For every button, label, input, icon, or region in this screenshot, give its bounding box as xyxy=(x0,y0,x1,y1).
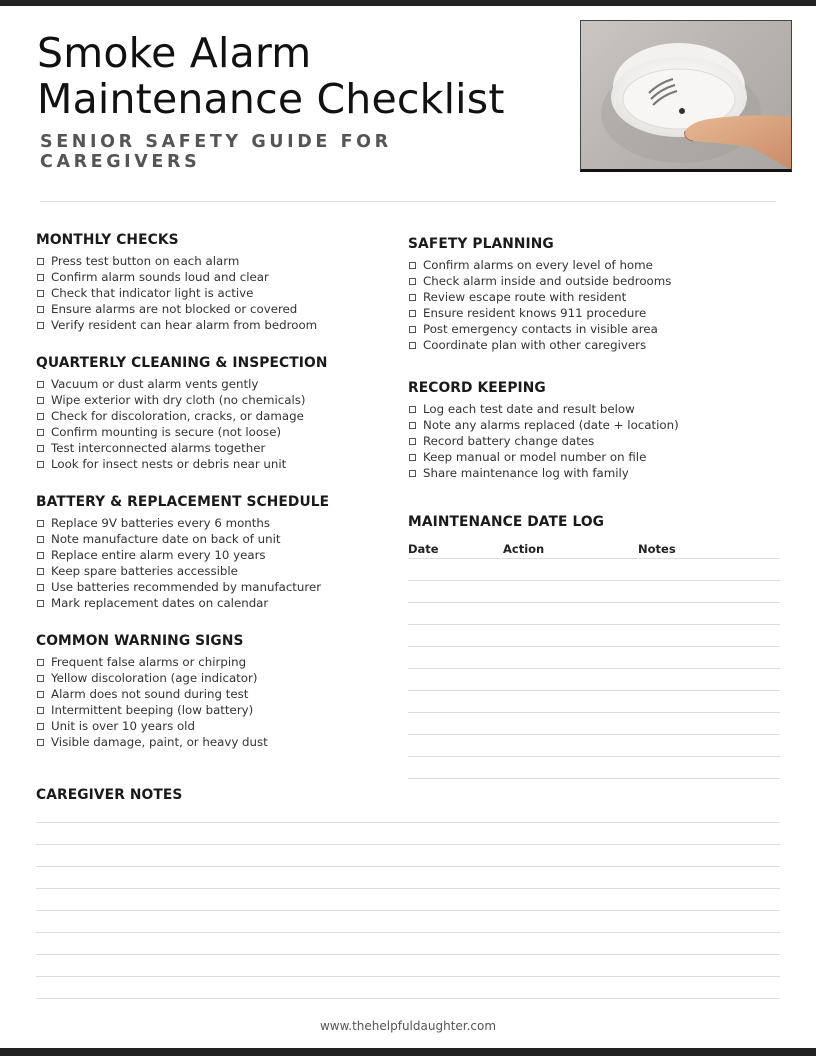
checkbox[interactable] xyxy=(37,552,44,559)
checklist-item-label: Unit is over 10 years old xyxy=(51,719,195,733)
date-log-line[interactable] xyxy=(408,690,780,691)
checklist-item-label: Confirm alarms on every level of home xyxy=(423,258,653,272)
checklist-item-label: Frequent false alarms or chirping xyxy=(51,655,247,669)
checklist-item[interactable] xyxy=(36,408,386,424)
checklist-item-label: Alarm does not sound during test xyxy=(51,687,249,701)
checkbox[interactable] xyxy=(37,322,44,329)
checkbox[interactable] xyxy=(37,520,44,527)
date-log-header-row xyxy=(408,542,780,558)
checkbox[interactable] xyxy=(37,659,44,666)
checklist-item-label: Replace entire alarm every 10 years xyxy=(51,548,266,562)
section-date-log xyxy=(408,513,788,535)
checklist-item[interactable] xyxy=(36,301,386,317)
checklist-item-label: Record battery change dates xyxy=(423,434,595,448)
checklist-item-label: Look for insect nests or debris near unit xyxy=(51,457,287,471)
checklist-item[interactable] xyxy=(408,289,788,305)
checkbox[interactable] xyxy=(409,454,416,461)
top-border-bar xyxy=(0,0,816,6)
checklist-item[interactable] xyxy=(36,718,386,734)
checklist-item[interactable] xyxy=(36,531,386,547)
checklist-item[interactable] xyxy=(408,305,788,321)
checklist-item-label: Note manufacture date on back of unit xyxy=(51,532,281,546)
section-caregiver-notes xyxy=(36,786,436,808)
checklist-item-label: Note any alarms replaced (date + location) xyxy=(423,418,679,432)
checklist-item-label: Visible damage, paint, or heavy dust xyxy=(51,735,268,749)
checkbox[interactable] xyxy=(409,470,416,477)
checkbox[interactable] xyxy=(37,381,44,388)
notes-line[interactable] xyxy=(36,976,780,977)
section-heading: QUARTERLY CLEANING & INSPECTION xyxy=(36,355,328,371)
checklist-item[interactable] xyxy=(408,257,788,273)
checklist-item[interactable] xyxy=(36,670,386,686)
checkbox[interactable] xyxy=(409,406,416,413)
date-log-line[interactable] xyxy=(408,756,780,757)
checklist-item[interactable] xyxy=(36,317,386,333)
checklist-item[interactable] xyxy=(408,465,788,481)
checklist-item[interactable] xyxy=(36,456,386,472)
smoke-detector-illustration xyxy=(581,21,792,171)
checkbox[interactable] xyxy=(409,422,416,429)
checklist-item-label: Keep spare batteries accessible xyxy=(51,564,238,578)
checklist-item-label: Check for discoloration, cracks, or damage xyxy=(51,409,304,423)
date-log-line[interactable] xyxy=(408,580,780,581)
date-log-column-notes: Notes xyxy=(638,542,676,556)
checklist-item[interactable] xyxy=(36,440,386,456)
checklist-item-label: Check that indicator light is active xyxy=(51,286,254,300)
checklist-item-label: Keep manual or model number on file xyxy=(423,450,647,464)
smoke-detector-photo-icon xyxy=(580,20,792,172)
section-heading: RECORD KEEPING xyxy=(408,380,546,396)
checklist-item[interactable] xyxy=(36,515,386,531)
checkbox[interactable] xyxy=(37,445,44,452)
checkbox[interactable] xyxy=(37,461,44,468)
checklist-item-label: Ensure alarms are not blocked or covered xyxy=(51,302,298,316)
checkbox[interactable] xyxy=(37,536,44,543)
checklist-item[interactable] xyxy=(36,563,386,579)
date-log-line[interactable] xyxy=(408,558,780,559)
checklist-item[interactable] xyxy=(408,433,788,449)
checkbox[interactable] xyxy=(37,691,44,698)
checklist-item[interactable] xyxy=(36,579,386,595)
checklist-item[interactable] xyxy=(36,376,386,392)
section-heading: MONTHLY CHECKS xyxy=(36,232,179,248)
checklist-item-label: Press test button on each alarm xyxy=(51,254,240,268)
checkbox[interactable] xyxy=(37,397,44,404)
checkbox[interactable] xyxy=(409,278,416,285)
date-log-line[interactable] xyxy=(408,712,780,713)
checkbox[interactable] xyxy=(37,600,44,607)
checklist-item-label: Use batteries recommended by manufacturer xyxy=(51,580,322,594)
checklist-item[interactable] xyxy=(36,734,386,750)
header-divider xyxy=(40,201,776,202)
checklist-item-label: Mark replacement dates on calendar xyxy=(51,596,269,610)
checkbox[interactable] xyxy=(409,294,416,301)
section-record-keeping xyxy=(408,379,788,481)
checkbox[interactable] xyxy=(409,262,416,269)
checklist-item-label: Share maintenance log with family xyxy=(423,466,629,480)
section-safety-planning xyxy=(408,235,788,353)
checklist-item[interactable] xyxy=(408,273,788,289)
checkbox[interactable] xyxy=(37,306,44,313)
checkbox[interactable] xyxy=(37,568,44,575)
checklist-item-label: Replace 9V batteries every 6 months xyxy=(51,516,271,530)
checklist-item[interactable] xyxy=(36,285,386,301)
checkbox[interactable] xyxy=(37,290,44,297)
checklist-item[interactable] xyxy=(36,269,386,285)
checklist-item[interactable] xyxy=(36,654,386,670)
checklist-item-label: Review escape route with resident xyxy=(423,290,627,304)
section-heading: BATTERY & REPLACEMENT SCHEDULE xyxy=(36,494,330,510)
bottom-border-bar xyxy=(0,1048,816,1056)
checkbox[interactable] xyxy=(409,342,416,349)
notes-line[interactable] xyxy=(36,844,780,845)
checklist-item[interactable] xyxy=(408,449,788,465)
checkbox[interactable] xyxy=(409,310,416,317)
section-monthly-checks xyxy=(36,231,386,333)
section-heading: COMMON WARNING SIGNS xyxy=(36,633,244,649)
checklist-item-label: Vacuum or dust alarm vents gently xyxy=(51,377,259,391)
checklist-item-label: Intermittent beeping (low battery) xyxy=(51,703,254,717)
checklist-item[interactable] xyxy=(36,392,386,408)
checkbox[interactable] xyxy=(37,739,44,746)
checklist-item[interactable] xyxy=(36,595,386,611)
page-subtitle: SENIOR SAFETY GUIDE FOR CAREGIVERS xyxy=(40,132,392,172)
section-battery-replacement xyxy=(36,493,386,611)
checklist-item-label: Post emergency contacts in visible area xyxy=(423,322,658,336)
footer-url: www.thehelpfuldaughter.com xyxy=(319,1019,497,1033)
date-log-line[interactable] xyxy=(408,778,780,779)
notes-line[interactable] xyxy=(36,910,780,911)
page-title xyxy=(37,30,557,122)
notes-line[interactable] xyxy=(36,932,780,933)
checklist-item[interactable] xyxy=(408,401,788,417)
checklist-item-label: Confirm mounting is secure (not loose) xyxy=(51,425,282,439)
checklist-item[interactable] xyxy=(36,547,386,563)
checklist-item[interactable] xyxy=(36,702,386,718)
checklist-item[interactable] xyxy=(36,253,386,269)
checklist-item-label: Test interconnected alarms together xyxy=(51,441,266,455)
checklist-item[interactable] xyxy=(36,424,386,440)
checkbox[interactable] xyxy=(37,707,44,714)
date-log-column-action: Action xyxy=(503,542,545,556)
checklist-item-label: Coordinate plan with other caregivers xyxy=(423,338,647,352)
date-log-line[interactable] xyxy=(408,624,780,625)
date-log-line[interactable] xyxy=(408,602,780,603)
checklist-item[interactable] xyxy=(36,686,386,702)
checkbox[interactable] xyxy=(37,258,44,265)
checkbox[interactable] xyxy=(37,723,44,730)
date-log-line[interactable] xyxy=(408,734,780,735)
notes-line[interactable] xyxy=(36,954,780,955)
checklist-item[interactable] xyxy=(408,337,788,353)
checkbox[interactable] xyxy=(409,438,416,445)
checklist-item[interactable] xyxy=(408,321,788,337)
section-heading: MAINTENANCE DATE LOG xyxy=(408,514,605,530)
checkbox[interactable] xyxy=(37,413,44,420)
date-log-line[interactable] xyxy=(408,668,780,669)
checkbox[interactable] xyxy=(409,326,416,333)
notes-line[interactable] xyxy=(36,888,780,889)
checklist-item-label: Log each test date and result below xyxy=(423,402,635,416)
checkbox[interactable] xyxy=(37,675,44,682)
section-heading: CAREGIVER NOTES xyxy=(36,787,183,803)
section-heading: SAFETY PLANNING xyxy=(408,236,554,252)
checklist-item-label: Check alarm inside and outside bedrooms xyxy=(423,274,672,288)
notes-line[interactable] xyxy=(36,866,780,867)
checklist-item-label: Yellow discoloration (age indicator) xyxy=(51,671,258,685)
checkbox[interactable] xyxy=(37,274,44,281)
notes-line[interactable] xyxy=(36,998,780,999)
checklist-item-label: Ensure resident knows 911 procedure xyxy=(423,306,647,320)
date-log-column-date: Date xyxy=(408,542,439,556)
section-warning-signs xyxy=(36,632,386,750)
checkbox[interactable] xyxy=(37,584,44,591)
checkbox[interactable] xyxy=(37,429,44,436)
checklist-item-label: Confirm alarm sounds loud and clear xyxy=(51,270,269,284)
section-quarterly-cleaning xyxy=(36,354,386,472)
date-log-line[interactable] xyxy=(408,646,780,647)
notes-line[interactable] xyxy=(36,822,780,823)
page-title-line-1: Smoke Alarm xyxy=(37,29,312,77)
checklist-item-label: Verify resident can hear alarm from bedroom xyxy=(51,318,318,332)
checklist-item-label: Wipe exterior with dry cloth (no chemicals) xyxy=(51,393,306,407)
page-title-line-2: Maintenance Checklist xyxy=(37,75,505,123)
checklist-item[interactable] xyxy=(408,417,788,433)
